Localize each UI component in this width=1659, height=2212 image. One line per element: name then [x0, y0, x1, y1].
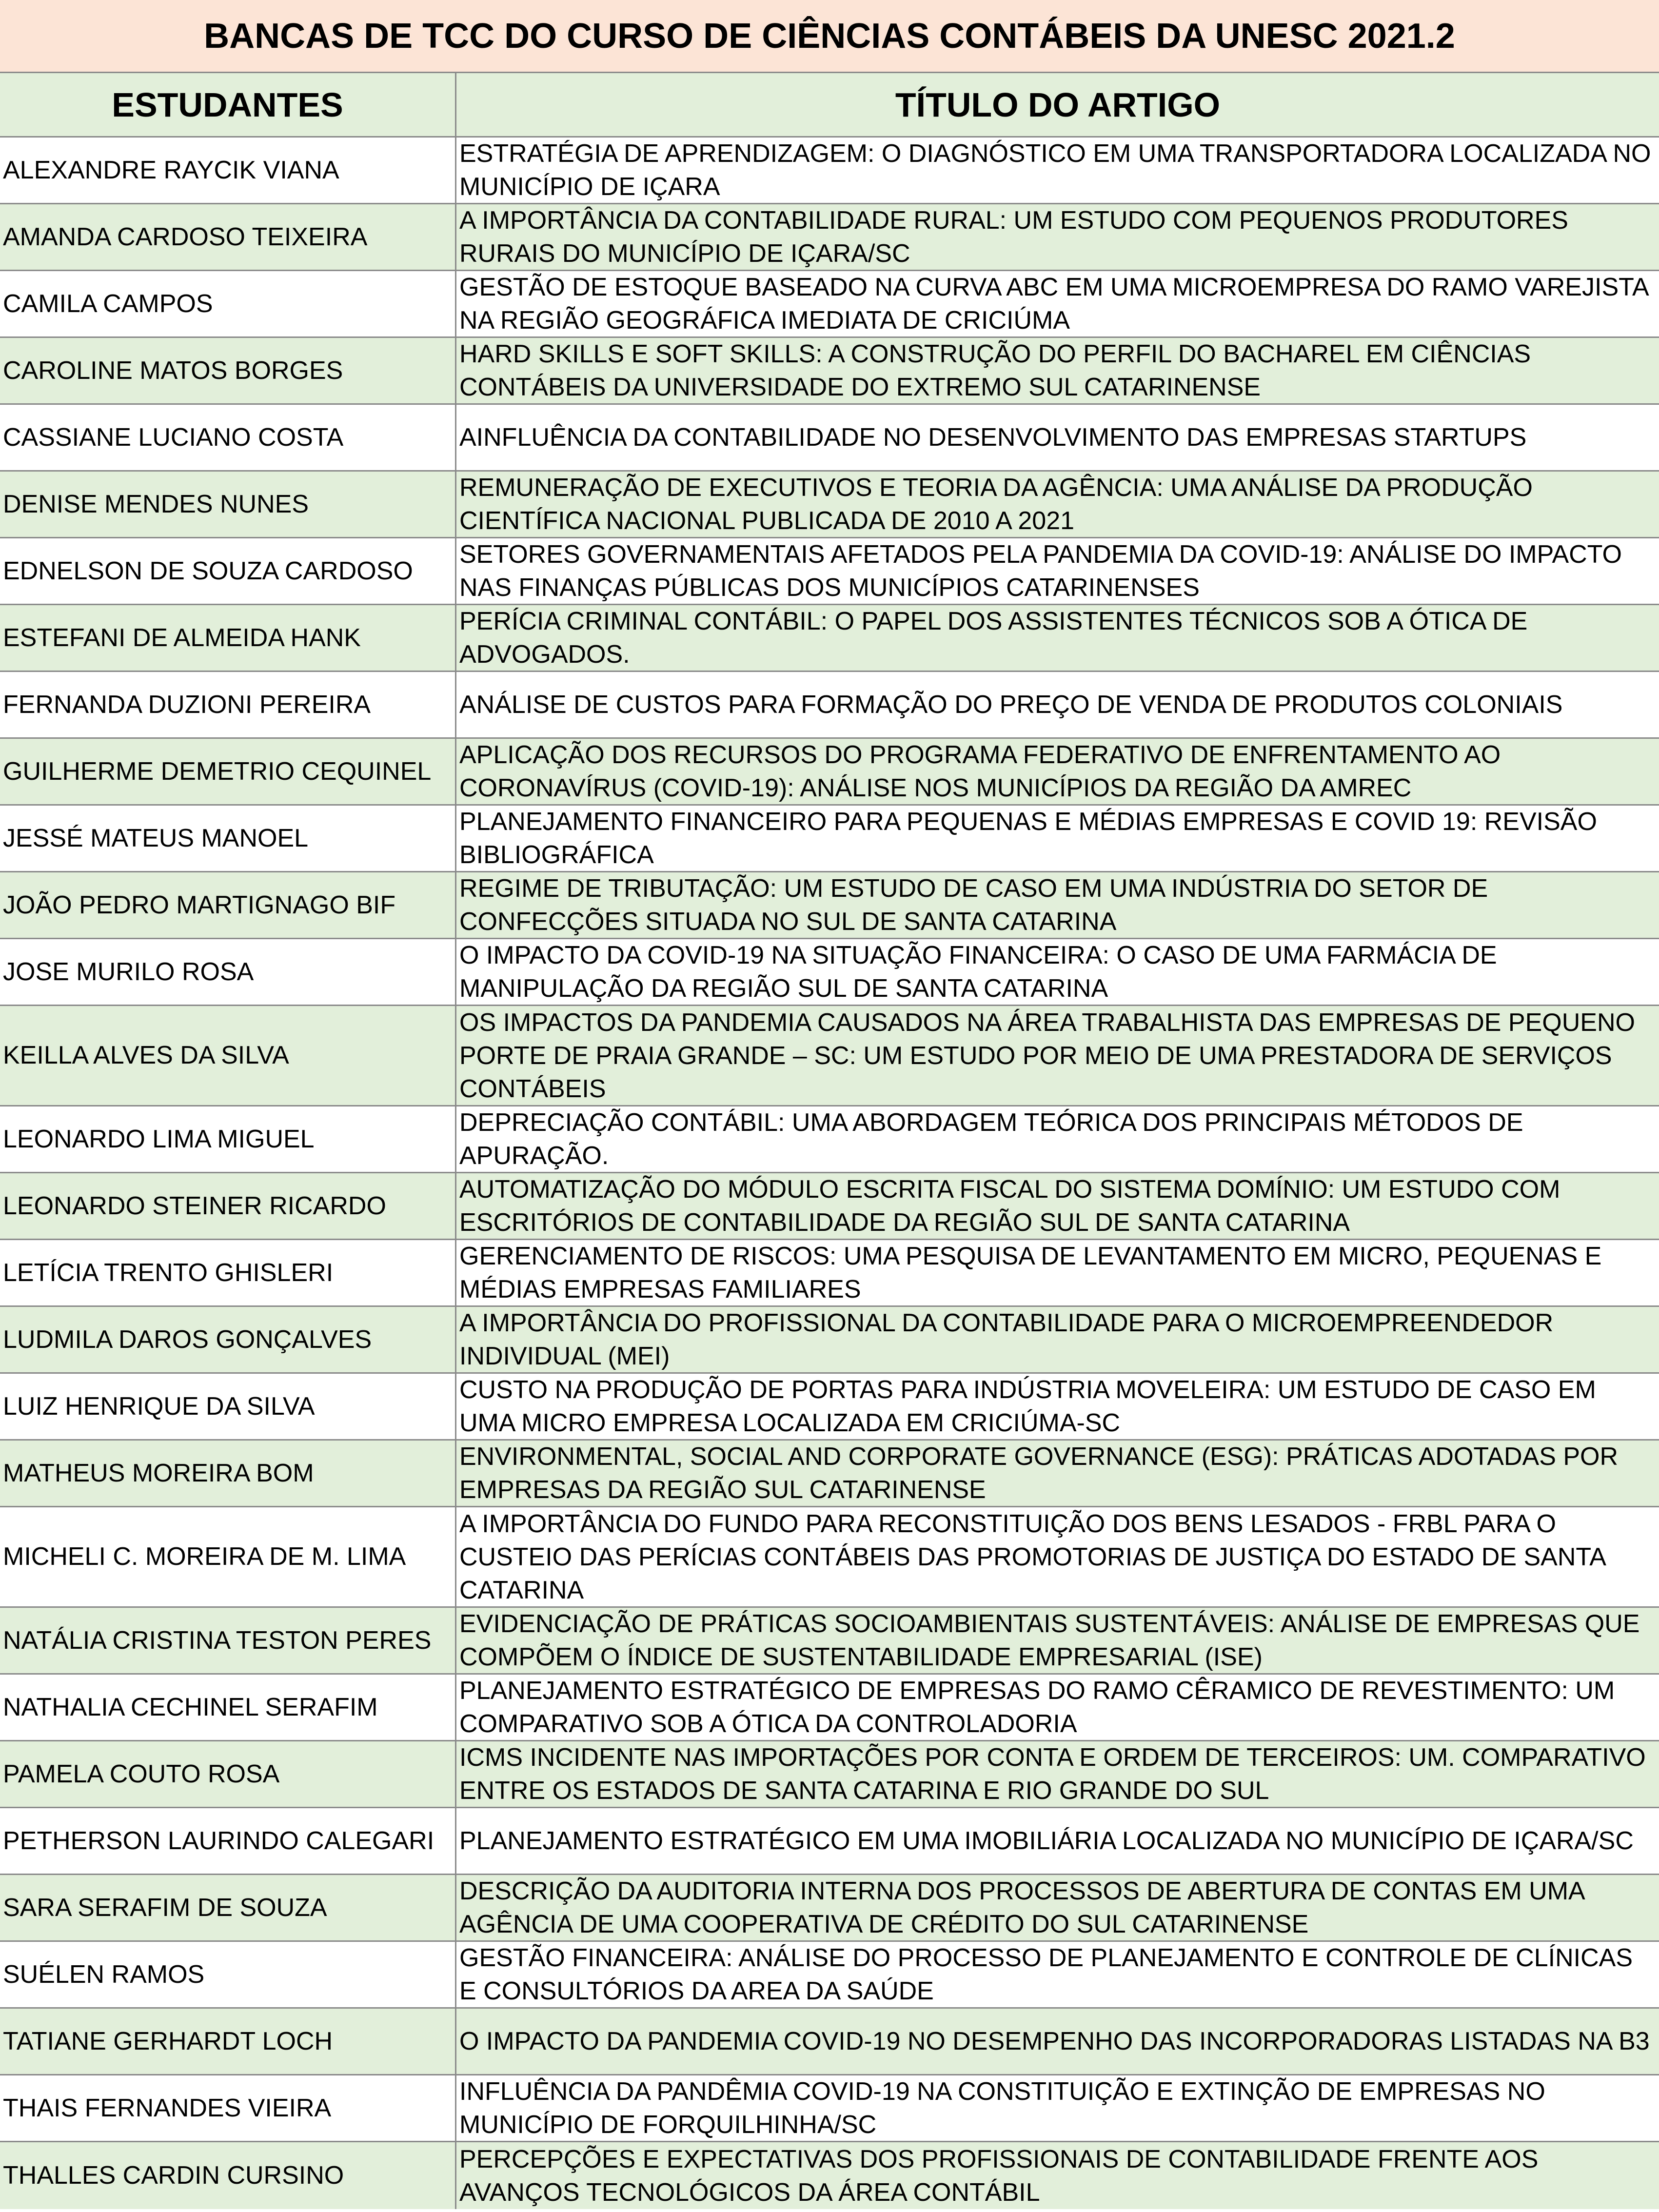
table-row	[0, 338, 1659, 405]
student-name-cell: TATIANE GERHARDT LOCH	[0, 2009, 456, 2074]
article-title-cell: PLANEJAMENTO FINANCEIRO PARA PEQUENAS E MÉDIAS EMPRESAS E COVID 19: REVISÃO BIBLIOGRÁFICA	[459, 808, 1597, 869]
table-row	[0, 2142, 1659, 2209]
article-title-cell: PERCEPÇÕES E EXPECTATIVAS DOS PROFISSIONAIS DE CONTABILIDADE FRENTE AOS AVANÇOS TECNOLÓGICOS DA ÁREA CONTÁBIL	[459, 2145, 1539, 2207]
article-title-cell: AUTOMATIZAÇÃO DO MÓDULO ESCRITA FISCAL DO SISTEMA DOMÍNIO: UM ESTUDO COM ESCRITÓRIOS DE CONTABILIDADE DA REGIÃO SUL DE SANTA CATARINA	[459, 1175, 1560, 1237]
article-title-cell: GERENCIAMENTO DE RISCOS: UMA PESQUISA DE LEVANTAMENTO EM MICRO, PEQUENAS E MÉDIAS EMPRESAS FAMILIARES	[459, 1242, 1602, 1304]
student-name-cell: NATÁLIA CRISTINA TESTON PERES	[0, 1608, 456, 1673]
article-title-cell: OS IMPACTOS DA PANDEMIA CAUSADOS NA ÁREA TRABALHISTA DAS EMPRESAS DE PEQUENO PORTE DE PRAIA GRANDE – SC: UM ESTUDO POR MEIO DE UMA PRESTADORA DE SERVIÇOS CONTÁBEIS	[459, 1008, 1635, 1103]
student-name-cell: JOÃO PEDRO MARTIGNAGO BIF	[0, 872, 456, 938]
student-name-cell: LEONARDO LIMA MIGUEL	[0, 1106, 456, 1172]
student-name-cell: PAMELA COUTO ROSA	[0, 1741, 456, 1807]
column-header-article-title: TÍTULO DO ARTIGO	[895, 85, 1221, 124]
student-name-cell: KEILLA ALVES DA SILVA	[0, 1006, 456, 1105]
column-header-students: ESTUDANTES	[0, 73, 456, 136]
table-row	[0, 1374, 1659, 1441]
table-row	[0, 1507, 1659, 1608]
table-row	[0, 1240, 1659, 1307]
student-name-cell: NATHALIA CECHINEL SERAFIM	[0, 1675, 456, 1740]
student-name-cell: SUÉLEN RAMOS	[0, 1942, 456, 2007]
table-row	[0, 1006, 1659, 1106]
article-title-cell: SETORES GOVERNAMENTAIS AFETADOS PELA PANDEMIA DA COVID-19: ANÁLISE DO IMPACTO NAS FINANÇAS PÚBLICAS DOS MUNICÍPIOS CATARINENSES	[459, 540, 1622, 602]
table-row	[0, 138, 1659, 204]
student-name-cell: THAIS FERNANDES VIEIRA	[0, 2075, 456, 2141]
article-title-cell: GESTÃO DE ESTOQUE BASEADO NA CURVA ABC EM UMA MICROEMPRESA DO RAMO VAREJISTA NA REGIÃO GEOGRÁFICA IMEDIATA DE CRICIÚMA	[459, 273, 1648, 335]
student-name-cell: LUIZ HENRIQUE DA SILVA	[0, 1374, 456, 1439]
article-title-cell: DESCRIÇÃO DA AUDITORIA INTERNA DOS PROCESSOS DE ABERTURA DE CONTAS EM UMA AGÊNCIA DE UMA COOPERATIVA DE CRÉDITO DO SUL CATARINENSE	[459, 1877, 1584, 1938]
student-name-cell: JESSÉ MATEUS MANOEL	[0, 806, 456, 871]
article-title-cell: O IMPACTO DA COVID-19 NA SITUAÇÃO FINANCEIRA: O CASO DE UMA FARMÁCIA DE MANIPULAÇÃO DA REGIÃO SUL DE SANTA CATARINA	[459, 941, 1497, 1003]
article-title-cell: DEPRECIAÇÃO CONTÁBIL: UMA ABORDAGEM TEÓRICA DOS PRINCIPAIS MÉTODOS DE APURAÇÃO.	[459, 1108, 1523, 1170]
student-name-cell: CAMILA CAMPOS	[0, 271, 456, 336]
student-name-cell: GUILHERME DEMETRIO CEQUINEL	[0, 739, 456, 804]
student-name-cell: DENISE MENDES NUNES	[0, 472, 456, 537]
student-name-cell: FERNANDA DUZIONI PEREIRA	[0, 672, 456, 737]
table-row	[0, 939, 1659, 1006]
table-row	[0, 672, 1659, 739]
table-row	[0, 1173, 1659, 1240]
article-title-cell: A IMPORTÂNCIA DO FUNDO PARA RECONSTITUIÇÃO DOS BENS LESADOS - FRBL PARA O CUSTEIO DAS PERÍCIAS CONTÁBEIS DAS PROMOTORIAS DE JUSTIÇA DO ESTADO DE SANTA CATARINA	[459, 1509, 1605, 1604]
student-name-cell: EDNELSON DE SOUZA CARDOSO	[0, 538, 456, 604]
table-row	[0, 271, 1659, 338]
student-name-cell: PETHERSON LAURINDO CALEGARI	[0, 1808, 456, 1874]
article-title-cell: REMUNERAÇÃO DE EXECUTIVOS E TEORIA DA AGÊNCIA: UMA ANÁLISE DA PRODUÇÃO CIENTÍFICA NACIONAL PUBLICADA DE 2010 A 2021	[459, 474, 1533, 535]
article-title-cell: PERÍCIA CRIMINAL CONTÁBIL: O PAPEL DOS ASSISTENTES TÉCNICOS SOB A ÓTICA DE ADVOGADOS.	[459, 607, 1528, 669]
table-row	[0, 204, 1659, 271]
article-title-cell: AINFLUÊNCIA DA CONTABILIDADE NO DESENVOLVIMENTO DAS EMPRESAS STARTUPS	[459, 423, 1527, 452]
table-row	[0, 1942, 1659, 2009]
student-name-cell: JOSE MURILO ROSA	[0, 939, 456, 1005]
article-title-cell: A IMPORTÂNCIA DO PROFISSIONAL DA CONTABILIDADE PARA O MICROEMPREENDEDOR INDIVIDUAL (MEI)	[459, 1309, 1554, 1370]
table-row	[0, 2009, 1659, 2075]
student-name-cell: MICHELI C. MOREIRA DE M. LIMA	[0, 1507, 456, 1606]
article-title-cell: GESTÃO FINANCEIRA: ANÁLISE DO PROCESSO DE PLANEJAMENTO E CONTROLE DE CLÍNICAS E CONSULTÓRIOS DA AREA DA SAÚDE	[459, 1944, 1633, 2005]
student-name-cell: LUDMILA DAROS GONÇALVES	[0, 1307, 456, 1372]
student-name-cell: LEONARDO STEINER RICARDO	[0, 1173, 456, 1239]
table-row	[0, 872, 1659, 939]
student-name-cell: THALLES CARDIN CURSINO	[0, 2142, 456, 2209]
student-name-cell: MATHEUS MOREIRA BOM	[0, 1441, 456, 1506]
article-title-cell: INFLUÊNCIA DA PANDÊMIA COVID-19 NA CONSTITUIÇÃO E EXTINÇÃO DE EMPRESAS NO MUNICÍPIO DE FORQUILHINHA/SC	[459, 2077, 1545, 2139]
student-name-cell: SARA SERAFIM DE SOUZA	[0, 1875, 456, 1940]
table-row	[0, 2075, 1659, 2142]
table-row	[0, 1106, 1659, 1173]
article-title-cell: CUSTO NA PRODUÇÃO DE PORTAS PARA INDÚSTRIA MOVELEIRA: UM ESTUDO DE CASO EM UMA MICRO EMPRESA LOCALIZADA EM CRICIÚMA-SC	[459, 1376, 1596, 1437]
document-title: BANCAS DE TCC DO CURSO DE CIÊNCIAS CONTÁBEIS DA UNESC 2021.2	[0, 0, 1659, 73]
student-name-cell: CASSIANE LUCIANO COSTA	[0, 405, 456, 470]
article-title-cell: ENVIRONMENTAL, SOCIAL AND CORPORATE GOVERNANCE (ESG): PRÁTICAS ADOTADAS POR EMPRESAS DA REGIÃO SUL CATARINENSE	[459, 1442, 1619, 1504]
article-title-cell: ESTRATÉGIA DE APRENDIZAGEM: O DIAGNÓSTICO EM UMA TRANSPORTADORA LOCALIZADA NO MUNICÍPIO DE IÇARA	[459, 139, 1651, 201]
article-title-cell: ICMS INCIDENTE NAS IMPORTAÇÕES POR CONTA E ORDEM DE TERCEIROS: UM. COMPARATIVO ENTRE OS ESTADOS DE SANTA CATARINA E RIO GRANDE DO SUL	[459, 1743, 1646, 1805]
article-title-cell: HARD SKILLS E SOFT SKILLS: A CONSTRUÇÃO DO PERFIL DO BACHAREL EM CIÊNCIAS CONTÁBEIS DA UNIVERSIDADE DO EXTREMO SUL CATARINENSE	[459, 340, 1531, 401]
table-row	[0, 405, 1659, 472]
article-title-cell: PLANEJAMENTO ESTRATÉGICO EM UMA IMOBILIÁRIA LOCALIZADA NO MUNICÍPIO DE IÇARA/SC	[459, 1827, 1634, 1855]
table-row	[0, 1675, 1659, 1741]
student-name-cell: LETÍCIA TRENTO GHISLERI	[0, 1240, 456, 1305]
article-title-cell: ANÁLISE DE CUSTOS PARA FORMAÇÃO DO PREÇO DE VENDA DE PRODUTOS COLONIAIS	[459, 691, 1563, 719]
table-header	[0, 73, 1659, 138]
article-title-cell: APLICAÇÃO DOS RECURSOS DO PROGRAMA FEDERATIVO DE ENFRENTAMENTO AO CORONAVÍRUS (COVID-19): ANÁLISE NOS MUNICÍPIOS DA REGIÃO DA AMREC	[459, 741, 1501, 802]
student-name-cell: ESTEFANI DE ALMEIDA HANK	[0, 605, 456, 671]
table-row	[0, 1875, 1659, 1942]
table-row	[0, 806, 1659, 872]
article-title-cell: O IMPACTO DA PANDEMIA COVID-19 NO DESEMPENHO DAS INCORPORADORAS LISTADAS NA B3	[459, 2027, 1650, 2055]
article-title-cell: A IMPORTÂNCIA DA CONTABILIDADE RURAL: UM ESTUDO COM PEQUENOS PRODUTORES RURAIS DO MUNICÍPIO DE IÇARA/SC	[459, 206, 1568, 268]
student-name-cell: ALEXANDRE RAYCIK VIANA	[0, 138, 456, 203]
table-row	[0, 605, 1659, 672]
table-row	[0, 1808, 1659, 1875]
table-row	[0, 538, 1659, 605]
student-name-cell: CAROLINE MATOS BORGES	[0, 338, 456, 403]
table-row	[0, 472, 1659, 538]
article-title-cell: PLANEJAMENTO ESTRATÉGICO DE EMPRESAS DO RAMO CÊRAMICO DE REVESTIMENTO: UM COMPARATIVO SOB A ÓTICA DA CONTROLADORIA	[459, 1677, 1615, 1738]
student-name-cell: AMANDA CARDOSO TEIXEIRA	[0, 204, 456, 270]
table-row	[0, 1741, 1659, 1808]
article-title-cell: EVIDENCIAÇÃO DE PRÁTICAS SOCIOAMBIENTAIS SUSTENTÁVEIS: ANÁLISE DE EMPRESAS QUE COMPÕEM O ÍNDICE DE SUSTENTABILIDADE EMPRESARIAL (ISE)	[459, 1610, 1640, 1671]
table-row	[0, 1608, 1659, 1675]
table-body	[0, 138, 1659, 2212]
table-row	[0, 1441, 1659, 1507]
table-row	[0, 739, 1659, 806]
article-title-cell: REGIME DE TRIBUTAÇÃO: UM ESTUDO DE CASO EM UMA INDÚSTRIA DO SETOR DE CONFECÇÕES SITUADA NO SUL DE SANTA CATARINA	[459, 874, 1488, 936]
table-row	[0, 1307, 1659, 1374]
